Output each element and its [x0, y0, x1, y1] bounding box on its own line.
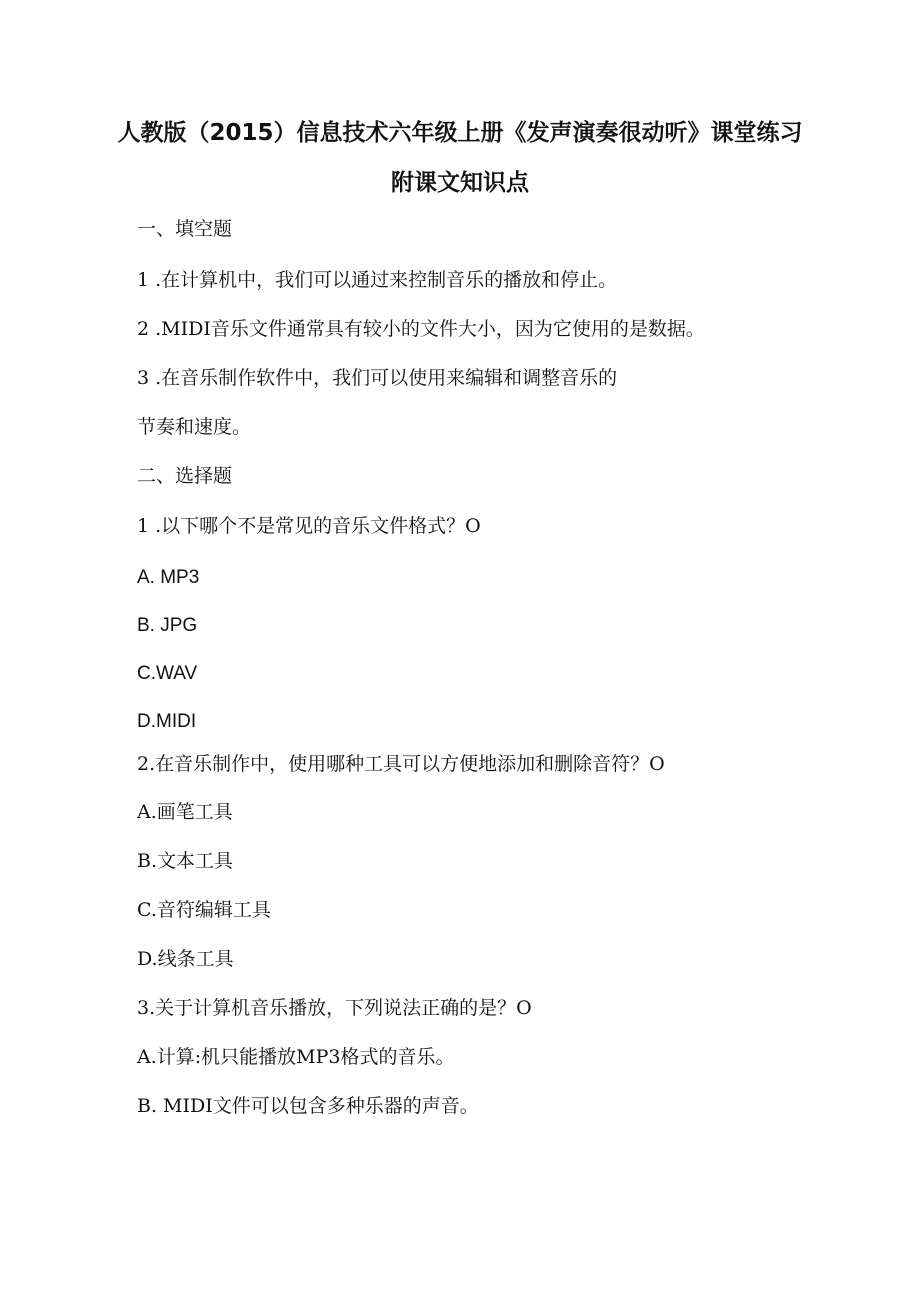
choice-question-2-option-b: B.文本工具 — [137, 850, 234, 872]
choice-question-3: 3.关于计算机音乐播放，下列说法正确的是？O — [137, 997, 532, 1019]
section-heading-fill-blank: 一、填空题 — [137, 218, 233, 240]
fill-blank-question-3-line2: 节奏和速度。 — [137, 416, 252, 438]
section-heading-multiple-choice: 二、选择题 — [137, 465, 233, 487]
fill-blank-question-1: 1 .在计算机中，我们可以通过来控制音乐的播放和停止。 — [137, 269, 618, 291]
fill-blank-question-2: 2 .MIDI音乐文件通常具有较小的文件大小，因为它使用的是数据。 — [137, 318, 705, 340]
choice-question-2-option-d: D.线条工具 — [137, 948, 234, 970]
fill-blank-question-3-line1: 3 .在音乐制作软件中，我们可以使用来编辑和调整音乐的 — [137, 367, 618, 389]
document-title-line2: 附课文知识点 — [391, 170, 529, 196]
choice-question-2: 2.在音乐制作中，使用哪种工具可以方便地添加和删除音符？O — [137, 753, 665, 775]
choice-question-1-option-d: D.MIDI — [137, 711, 197, 732]
choice-question-1: 1 .以下哪个不是常见的音乐文件格式？O — [137, 515, 481, 537]
choice-question-1-option-a: A. MP3 — [137, 567, 200, 588]
choice-question-2-option-a: A.画笔工具 — [137, 801, 233, 823]
choice-question-3-option-b: B. MIDI文件可以包含多种乐器的声音。 — [137, 1095, 479, 1117]
choice-question-3-option-a: A.计算:机只能播放MP3格式的音乐。 — [137, 1046, 455, 1068]
document-title-line1: 人教版（2015）信息技术六年级上册《发声演奏很动听》课堂练习 — [117, 120, 803, 146]
choice-question-2-option-c: C.音符编辑工具 — [137, 899, 271, 921]
choice-question-1-option-b: B. JPG — [137, 615, 198, 636]
choice-question-1-option-c: C.WAV — [137, 663, 198, 684]
